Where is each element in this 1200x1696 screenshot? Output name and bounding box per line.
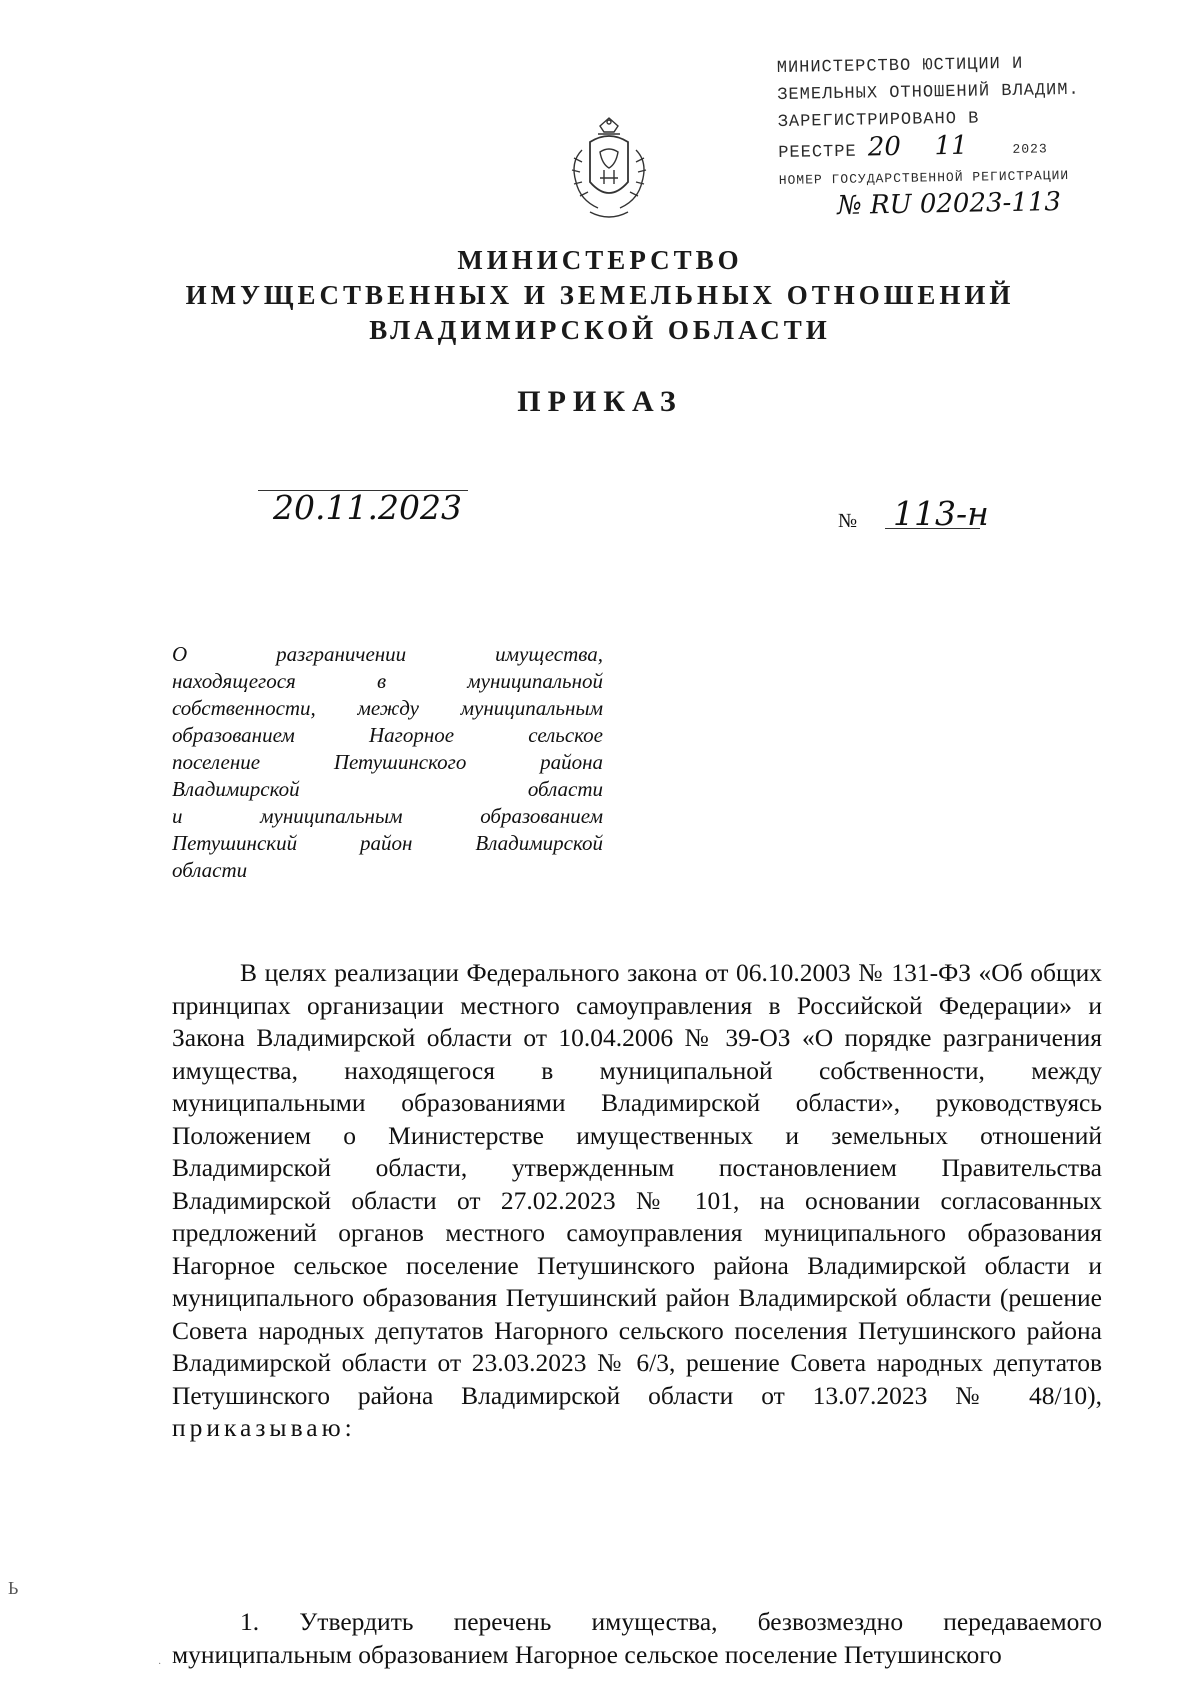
left-edge-mark: Ь: [8, 1578, 19, 1598]
stamp-line-2: ЗЕМЕЛЬНЫХ ОТНОШЕНИЙ ВЛАДИМ.: [777, 80, 1080, 106]
stamp-line-5: НОМЕР ГОСУДАРСТВЕННОЙ РЕГИСТРАЦИИ: [778, 167, 1070, 189]
document-type: ПРИКАЗ: [517, 385, 683, 418]
subject-line: находящегося в муниципальной: [172, 669, 603, 693]
order-subject: [172, 641, 603, 884]
stamp-reg-number: № RU 02023-113: [836, 187, 1062, 221]
ministry-title-line-1: МИНИСТЕРСТВО: [457, 245, 743, 275]
subject-line: и муниципальным образованием: [172, 804, 603, 828]
order-word: приказываю:: [172, 1413, 356, 1442]
stamp-line-3: ЗАРЕГИСТРИРОВАНО В: [777, 109, 980, 133]
subject-line: Владимирской области: [172, 777, 603, 801]
ministry-title-line-3: ВЛАДИМИРСКОЙ ОБЛАСТИ: [369, 315, 831, 345]
ministry-title: [0, 243, 1200, 348]
scan-dot: ·: [158, 1659, 162, 1670]
preamble-paragraph: [172, 957, 1102, 1445]
subject-line: области: [172, 858, 248, 882]
stamp-year: 2023: [1012, 141, 1048, 157]
stamp-month: 11: [934, 130, 968, 162]
clause-1-paragraph: 1. Утвердить перечень имущества, безвозмездно передаваемого муниципальным образованием Нагорное сельское поселение Петушинского: [172, 1607, 1102, 1669]
stamp-line-1: МИНИСТЕРСТВО ЮСТИЦИИ И: [776, 54, 1024, 79]
order-number: 113-н: [893, 494, 989, 533]
order-date: 20.11.2023: [273, 488, 462, 527]
coat-of-arms-icon: [560, 112, 658, 224]
subject-line: поселение Петушинского района: [172, 750, 603, 774]
stamp-day: 20: [867, 131, 902, 163]
number-label: №: [838, 510, 858, 532]
subject-line: О разграничении имущества,: [172, 642, 603, 666]
subject-line: собственности, между муниципальным: [172, 696, 603, 720]
number-underline: [885, 528, 980, 529]
subject-line: Петушинский район Владимирской: [172, 831, 603, 855]
preamble-text: В целях реализации Федерального закона от 06.10.2003 № 131-ФЗ «Об общих принципах организации местного самоуправления в Российской Федерации» и Закона Владимирской области от 10.04.2006 № 39-ОЗ «О порядке разграничения имущества, находящегося в муниципальной собственности, между муниципальными образованиями Владимирской области», руководствуясь Положением о Министерстве имущественных и земельных отношений Владимирской области, утвержденным постановлением Правительства Владимирской области от 27.02.2023 № 101, на основании согласованных предложений органов местного самоуправления муниципального образования Нагорное сельское поселение Петушинского района Владимирской области и муниципального образования Петушинский район Владимирской области (решение Совета народных депутатов Нагорного сельского поселения Петушинского района Владимирской области от 23.03.2023 № 6/3, решение Совета народных депутатов Петушинского района Владимирской области от 13.07.2023 № 48/10),: [172, 958, 1102, 1410]
registration-stamp: [777, 49, 1125, 221]
subject-line: образованием Нагорное сельское: [172, 723, 603, 747]
stamp-registry-label: РЕЕСТРЕ: [778, 142, 857, 164]
ministry-title-line-2: ИМУЩЕСТВЕННЫХ И ЗЕМЕЛЬНЫХ ОТНОШЕНИЙ: [185, 280, 1015, 310]
